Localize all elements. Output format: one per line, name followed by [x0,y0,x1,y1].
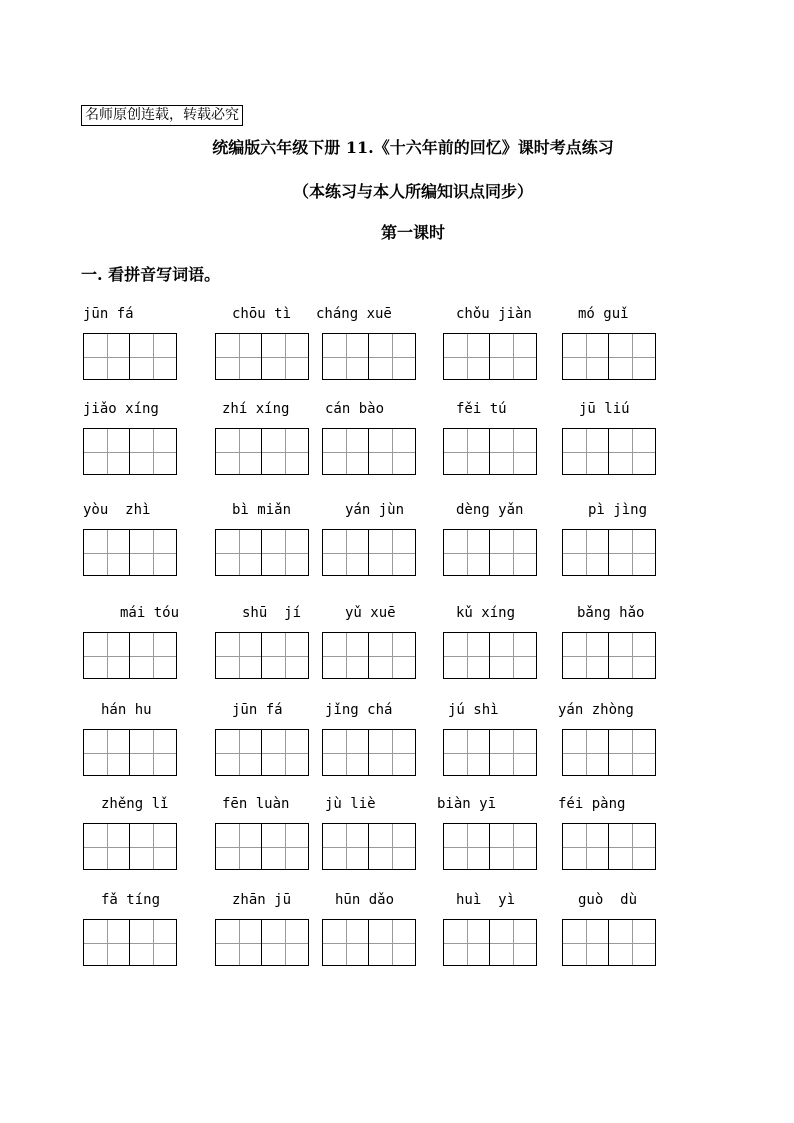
tian-zi-ge-cell[interactable] [130,633,176,678]
pinyin-prompt: jūn fá [83,306,134,322]
writing-box[interactable] [83,529,177,576]
pinyin-prompt: féi pàng [558,796,626,812]
pinyin-prompt: jū liú [579,401,630,417]
writing-box[interactable] [83,729,177,776]
tian-zi-ge-cell[interactable] [84,334,130,379]
pinyin-prompt: biàn yī [437,796,497,812]
pinyin-prompt: chǒu jiàn [456,306,532,322]
tian-zi-ge-cell[interactable] [262,824,308,869]
tian-zi-ge-cell[interactable] [216,920,262,965]
tian-zi-ge-cell[interactable] [490,824,536,869]
writing-box[interactable] [215,428,309,475]
tian-zi-ge-cell[interactable] [262,920,308,965]
tian-zi-ge-cell[interactable] [444,633,490,678]
writing-box[interactable] [443,529,537,576]
tian-zi-ge-cell[interactable] [262,429,308,474]
pinyin-prompt: bǎng hǎo [577,605,645,621]
tian-zi-ge-cell[interactable] [490,429,536,474]
pinyin-prompt: fǎ tíng [101,892,161,908]
pinyin-prompt: fēn luàn [222,796,290,812]
copyright-stamp: 名师原创连载，转载必究 [81,105,243,126]
pinyin-prompt: zhí xíng [222,401,290,417]
tian-zi-ge-cell[interactable] [262,730,308,775]
tian-zi-ge-cell[interactable] [130,920,176,965]
pinyin-prompt: bì miǎn [232,502,292,518]
pinyin-prompt: cháng xuē [316,306,392,322]
tian-zi-ge-cell[interactable] [609,334,655,379]
writing-box[interactable] [83,428,177,475]
writing-box[interactable] [322,919,416,966]
tian-zi-ge-cell[interactable] [323,824,369,869]
tian-zi-ge-cell[interactable] [490,530,536,575]
tian-zi-ge-cell[interactable] [84,429,130,474]
tian-zi-ge-cell[interactable] [444,429,490,474]
pinyin-prompt: hūn dǎo [335,892,395,908]
tian-zi-ge-cell[interactable] [130,429,176,474]
tian-zi-ge-cell[interactable] [369,920,415,965]
pinyin-prompt: jǐng chá [325,702,393,718]
pinyin-prompt: fěi tú [456,401,507,417]
tian-zi-ge-cell[interactable] [262,633,308,678]
tian-zi-ge-cell[interactable] [444,530,490,575]
writing-box[interactable] [83,823,177,870]
tian-zi-ge-cell[interactable] [369,633,415,678]
tian-zi-ge-cell[interactable] [609,633,655,678]
writing-box[interactable] [215,729,309,776]
tian-zi-ge-cell[interactable] [563,530,609,575]
tian-zi-ge-cell[interactable] [444,920,490,965]
writing-box[interactable] [562,823,656,870]
tian-zi-ge-cell[interactable] [490,730,536,775]
writing-box[interactable] [83,333,177,380]
tian-zi-ge-cell[interactable] [490,334,536,379]
pinyin-prompt: kǔ xíng [456,605,516,621]
tian-zi-ge-cell[interactable] [216,824,262,869]
pinyin-prompt: mái tóu [120,605,180,621]
pinyin-prompt: zhān jū [232,892,292,908]
writing-box[interactable] [215,632,309,679]
tian-zi-ge-cell[interactable] [609,730,655,775]
pinyin-prompt: hán hu [101,702,152,718]
tian-zi-ge-cell[interactable] [609,530,655,575]
writing-box[interactable] [215,333,309,380]
tian-zi-ge-cell[interactable] [490,920,536,965]
tian-zi-ge-cell[interactable] [563,730,609,775]
writing-box[interactable] [322,729,416,776]
tian-zi-ge-cell[interactable] [444,824,490,869]
writing-box[interactable] [322,823,416,870]
tian-zi-ge-cell[interactable] [216,334,262,379]
writing-box[interactable] [562,632,656,679]
tian-zi-ge-cell[interactable] [563,429,609,474]
tian-zi-ge-cell[interactable] [609,824,655,869]
pinyin-prompt: yǔ xuē [345,605,396,621]
tian-zi-ge-cell[interactable] [369,530,415,575]
tian-zi-ge-cell[interactable] [216,633,262,678]
section-heading: 一. 看拼音写词语。 [81,265,221,284]
tian-zi-ge-cell[interactable] [130,730,176,775]
page-title: 统编版六年级下册 11.《十六年前的回忆》课时考点练习 [212,138,614,157]
pinyin-prompt: zhěng lǐ [101,796,169,812]
writing-box[interactable] [443,729,537,776]
tian-zi-ge-cell[interactable] [216,429,262,474]
tian-zi-ge-cell[interactable] [444,730,490,775]
writing-box[interactable] [322,428,416,475]
tian-zi-ge-cell[interactable] [323,530,369,575]
tian-zi-ge-cell[interactable] [84,824,130,869]
tian-zi-ge-cell[interactable] [369,824,415,869]
tian-zi-ge-cell[interactable] [609,920,655,965]
writing-box[interactable] [562,919,656,966]
tian-zi-ge-cell[interactable] [323,730,369,775]
page-subtitle: （本练习与本人所编知识点同步） [292,182,533,201]
writing-box[interactable] [562,428,656,475]
pinyin-prompt: mó guǐ [578,306,629,322]
tian-zi-ge-cell[interactable] [262,530,308,575]
tian-zi-ge-cell[interactable] [563,824,609,869]
writing-box[interactable] [443,428,537,475]
pinyin-prompt: guò dù [578,892,638,908]
tian-zi-ge-cell[interactable] [216,530,262,575]
lesson-heading: 第一课时 [380,223,445,242]
pinyin-prompt: shū jí [242,605,302,621]
tian-zi-ge-cell[interactable] [130,824,176,869]
tian-zi-ge-cell[interactable] [84,530,130,575]
writing-box[interactable] [562,729,656,776]
writing-box[interactable] [322,333,416,380]
pinyin-prompt: dèng yǎn [456,502,524,518]
pinyin-prompt: jú shì [448,702,499,718]
writing-box[interactable] [215,823,309,870]
tian-zi-ge-cell[interactable] [609,429,655,474]
tian-zi-ge-cell[interactable] [369,730,415,775]
pinyin-prompt: huì yì [456,892,516,908]
writing-box[interactable] [443,823,537,870]
writing-box[interactable] [83,632,177,679]
writing-box[interactable] [443,919,537,966]
tian-zi-ge-cell[interactable] [490,633,536,678]
writing-box[interactable] [562,333,656,380]
tian-zi-ge-cell[interactable] [262,334,308,379]
tian-zi-ge-cell[interactable] [216,730,262,775]
pinyin-prompt: pì jìng [588,502,648,518]
writing-box[interactable] [562,529,656,576]
tian-zi-ge-cell[interactable] [563,633,609,678]
tian-zi-ge-cell[interactable] [130,530,176,575]
tian-zi-ge-cell[interactable] [323,334,369,379]
writing-box[interactable] [215,529,309,576]
tian-zi-ge-cell[interactable] [369,334,415,379]
pinyin-prompt: jiǎo xíng [83,401,159,417]
writing-box[interactable] [83,919,177,966]
writing-box[interactable] [443,632,537,679]
tian-zi-ge-cell[interactable] [563,334,609,379]
writing-box[interactable] [322,632,416,679]
writing-box[interactable] [322,529,416,576]
tian-zi-ge-cell[interactable] [563,920,609,965]
pinyin-prompt: chōu tì [232,306,292,322]
pinyin-prompt: yán zhòng [558,702,634,718]
writing-box[interactable] [443,333,537,380]
tian-zi-ge-cell[interactable] [444,334,490,379]
tian-zi-ge-cell[interactable] [130,334,176,379]
tian-zi-ge-cell[interactable] [84,633,130,678]
writing-box[interactable] [215,919,309,966]
tian-zi-ge-cell[interactable] [84,730,130,775]
pinyin-prompt: cán bào [325,401,385,417]
tian-zi-ge-cell[interactable] [369,429,415,474]
pinyin-prompt: jūn fá [232,702,283,718]
pinyin-prompt: jù liè [325,796,376,812]
tian-zi-ge-cell[interactable] [323,429,369,474]
tian-zi-ge-cell[interactable] [323,920,369,965]
pinyin-prompt: yòu zhì [83,502,151,518]
tian-zi-ge-cell[interactable] [84,920,130,965]
tian-zi-ge-cell[interactable] [323,633,369,678]
pinyin-prompt: yán jùn [345,502,405,518]
